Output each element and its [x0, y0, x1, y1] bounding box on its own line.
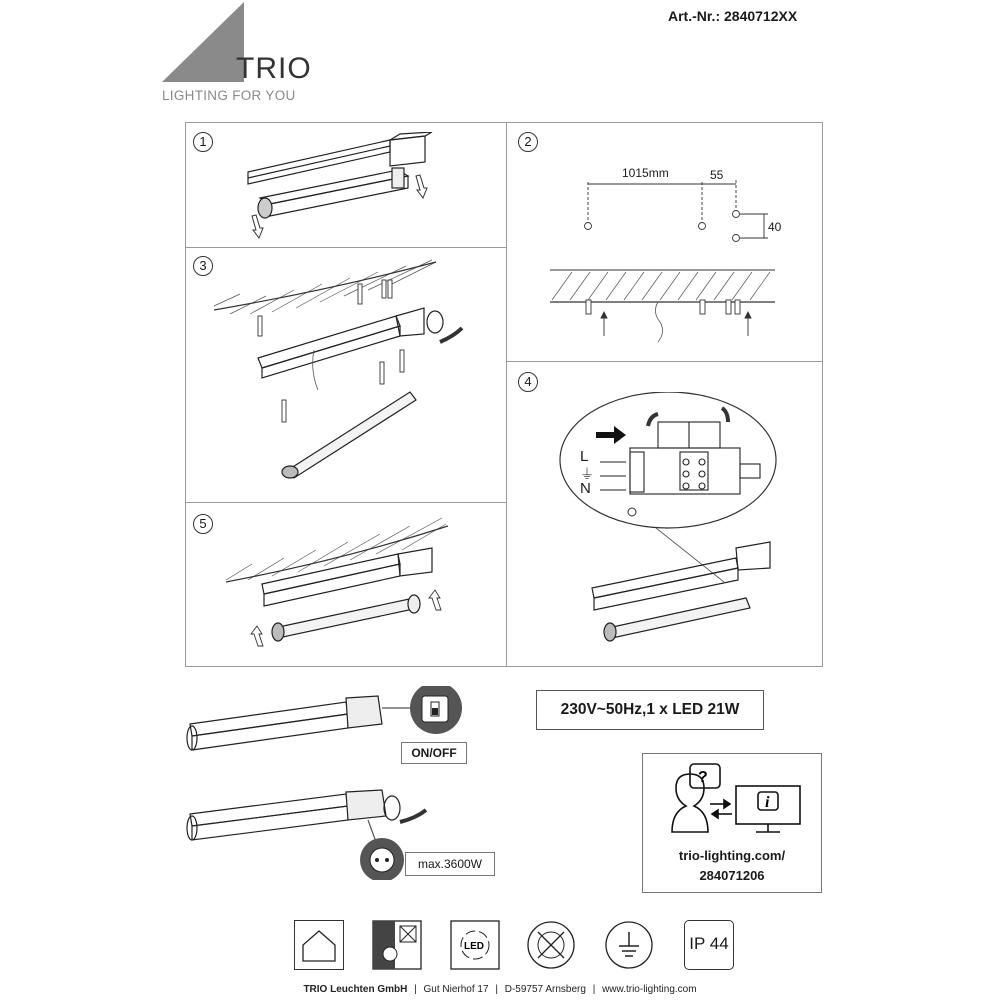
support-url-line-1: trio-lighting.com/	[678, 848, 786, 863]
footer-website-link[interactable]: www.trio-lighting.com	[602, 984, 697, 995]
svg-text:LED: LED	[464, 941, 484, 952]
step-number-1: 1	[193, 132, 213, 152]
indoor-use-icon	[294, 920, 344, 970]
dimension-offset-label: 55	[710, 168, 724, 182]
dimension-vertical-label: 40	[768, 220, 782, 234]
no-dimmer-icon	[526, 920, 576, 970]
footer-city: D-59757 Arnsberg	[504, 984, 586, 995]
brand-name: TRIO	[236, 52, 312, 85]
step-2-drill-diagram	[540, 176, 800, 346]
wire-label-live: L	[580, 448, 589, 465]
switch-label: ON/OFF	[401, 742, 467, 764]
led-recycle-icon	[450, 920, 500, 970]
ip-rating-label: IP 44	[689, 934, 729, 953]
dimension-main-label: 1015mm	[622, 166, 669, 180]
svg-text:?: ?	[698, 769, 708, 786]
step-1-disassembly-illustration	[240, 132, 440, 242]
footer-separator: |	[414, 984, 417, 995]
wire-label-earth: ⏚	[580, 466, 594, 482]
footer-address: Gut Nierhof 17	[423, 984, 489, 995]
step-number-5: 5	[193, 514, 213, 534]
step-4-wiring-illustration	[556, 392, 786, 652]
support-url[interactable]	[642, 846, 822, 886]
electrical-spec: 230V~50Hz,1 x LED 21W	[536, 690, 764, 730]
wire-label-neutral: N	[580, 480, 591, 497]
step-3-mounting-illustration	[210, 250, 490, 490]
socket-max-label: max.3600W	[405, 852, 495, 876]
not-for-children-icon	[372, 920, 422, 970]
footer-separator: |	[592, 984, 596, 995]
article-number: Art.-Nr.: 2840712XX	[668, 8, 798, 24]
step-number-3: 3	[193, 256, 213, 276]
brand-logo-triangle-icon	[160, 2, 246, 84]
support-url-line-2: 284071206	[699, 868, 765, 883]
step-5-cover-illustration	[222, 510, 462, 660]
footer-separator: |	[495, 984, 498, 995]
svg-text:i: i	[765, 794, 770, 811]
brand-tagline: LIGHTING FOR YOU	[162, 88, 296, 103]
ip-rating-icon	[684, 920, 734, 970]
step-number-2: 2	[518, 132, 538, 152]
step-number-4: 4	[518, 372, 538, 392]
footer	[0, 984, 1000, 995]
footer-company: TRIO Leuchten GmbH	[303, 984, 408, 995]
protection-class-icon	[604, 920, 654, 970]
support-contact-illustration	[652, 760, 812, 842]
